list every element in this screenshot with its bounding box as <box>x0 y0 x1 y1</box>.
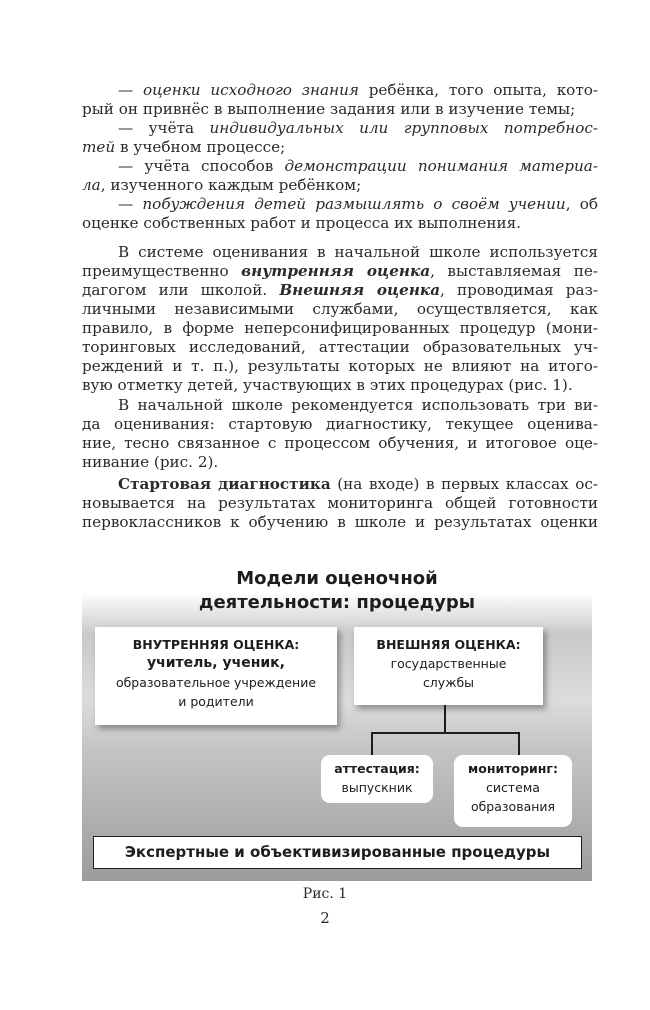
text-line <box>82 319 598 338</box>
text-line <box>82 415 598 434</box>
text-run: — учёта способов <box>118 157 285 175</box>
monitoring-box <box>454 755 572 827</box>
connector-line <box>518 732 520 755</box>
text-line <box>118 396 598 415</box>
italic-text-run: ла <box>82 176 101 194</box>
text-run: нивание (рис. 2). <box>82 453 219 471</box>
text-run: дагогом или школой. <box>82 281 280 299</box>
emphasis-text-run: Стартовая диагностика <box>118 475 331 493</box>
procedures-bar: Экспертные и объективизированные процедуры <box>93 836 582 869</box>
internal-heading: ВНУТРЕННЯЯ ОЦЕНКА: <box>132 637 300 652</box>
text-line <box>82 176 598 195</box>
text-run: оценке собственных работ и процесса их выполнения. <box>82 214 522 232</box>
text-line <box>118 243 598 262</box>
external-assessment-box <box>354 627 543 705</box>
italic-text-run: тей <box>82 138 116 156</box>
external-text: службы <box>422 675 475 690</box>
connector-line <box>444 705 446 733</box>
text-line <box>82 513 598 532</box>
text-run: вую отметку детей, участвующих в этих процедурах (рис. 1). <box>82 376 573 394</box>
text-line <box>82 376 598 395</box>
text-line <box>118 119 598 138</box>
attestation-heading: аттестация: <box>334 761 420 776</box>
figure-title <box>82 567 592 615</box>
text-line <box>82 357 598 376</box>
text-run: — <box>118 195 143 213</box>
text-line <box>82 494 598 513</box>
figure-title-line: Модели оценочной <box>236 568 438 589</box>
external-heading: ВНЕШНЯЯ ОЦЕНКА: <box>376 637 521 652</box>
page-number: 2 <box>320 909 330 927</box>
italic-text-run: побуждения детей размышлять о своём учении <box>142 195 566 213</box>
text-line <box>82 100 598 119</box>
italic-text-run: демонстрации понимания материа- <box>284 157 598 175</box>
text-line <box>82 214 598 233</box>
text-run: реждений и т. п.), результаты которых не влияют на итого- <box>82 357 598 375</box>
monitoring-text: система <box>486 780 540 795</box>
text-line <box>82 338 598 357</box>
text-line <box>82 453 598 472</box>
text-line <box>82 262 598 281</box>
attestation-box <box>321 755 433 803</box>
external-text: государственные <box>390 656 507 671</box>
text-run: личными независимыми службами, осуществляется, как <box>82 300 598 318</box>
italic-text-run: индивидуальных или групповых потребнос- <box>209 119 598 137</box>
text-run: , об <box>565 195 598 213</box>
text-line <box>118 475 598 494</box>
text-run: (на входе) в первых классах ос- <box>330 475 598 493</box>
text-run: преимущественно <box>82 262 242 280</box>
figure-caption: Рис. 1 <box>302 886 348 902</box>
text-run: в учебном процессе; <box>115 138 286 156</box>
text-run: , изученного каждым ребёнком; <box>100 176 362 194</box>
text-run: — учёта <box>118 119 210 137</box>
text-run: ребёнка, того опыта, кото- <box>358 81 599 99</box>
text-run: рый он привнёс в выполнение задания или в изучение темы; <box>82 100 576 118</box>
text-run: торинговых исследований, аттестации образовательных уч- <box>82 338 598 356</box>
text-run: — <box>118 81 143 99</box>
text-run: В начальной школе рекомендуется использовать три ви- <box>118 396 598 414</box>
text-line <box>82 281 598 300</box>
text-run: В системе оценивания в начальной школе используется <box>118 243 598 261</box>
text-run: , выставляемая пе- <box>430 262 598 280</box>
monitoring-heading: мониторинг: <box>468 761 558 776</box>
text-line <box>118 157 598 176</box>
connector-line <box>371 732 520 734</box>
text-line <box>118 81 598 100</box>
internal-assessment-box <box>95 627 337 725</box>
text-line <box>118 195 598 214</box>
text-run: правило, в форме неперсонифицированных процедур (мони- <box>82 319 598 337</box>
internal-subheading: учитель, ученик, <box>147 655 285 671</box>
internal-text: образовательное учреждение <box>115 675 317 690</box>
text-run: ние, тесно связанное с процессом обучения, и итоговое оце- <box>82 434 598 452</box>
text-line <box>82 434 598 453</box>
text-run: , проводимая раз- <box>440 281 598 299</box>
emphasis-text-run: Внешняя оценка <box>279 281 441 299</box>
figure-title-line: деятельности: процедуры <box>198 592 476 613</box>
internal-text: и родители <box>178 694 254 709</box>
figure-procedures-diagram <box>82 553 592 881</box>
italic-text-run: оценки исходного знания <box>142 81 359 99</box>
text-run: новывается на результатах мониторинга общей готовности <box>82 494 598 512</box>
text-line <box>82 300 598 319</box>
text-run: первоклассников к обучению в школе и результатах оценки <box>82 513 598 531</box>
attestation-text: выпускник <box>341 780 413 795</box>
text-line <box>82 138 598 157</box>
connector-line <box>371 732 373 755</box>
text-run: да оценивания: стартовую диагностику, текущее оценива- <box>82 415 598 433</box>
monitoring-text: образования <box>470 799 556 814</box>
emphasis-text-run: внутренняя оценка <box>241 262 431 280</box>
